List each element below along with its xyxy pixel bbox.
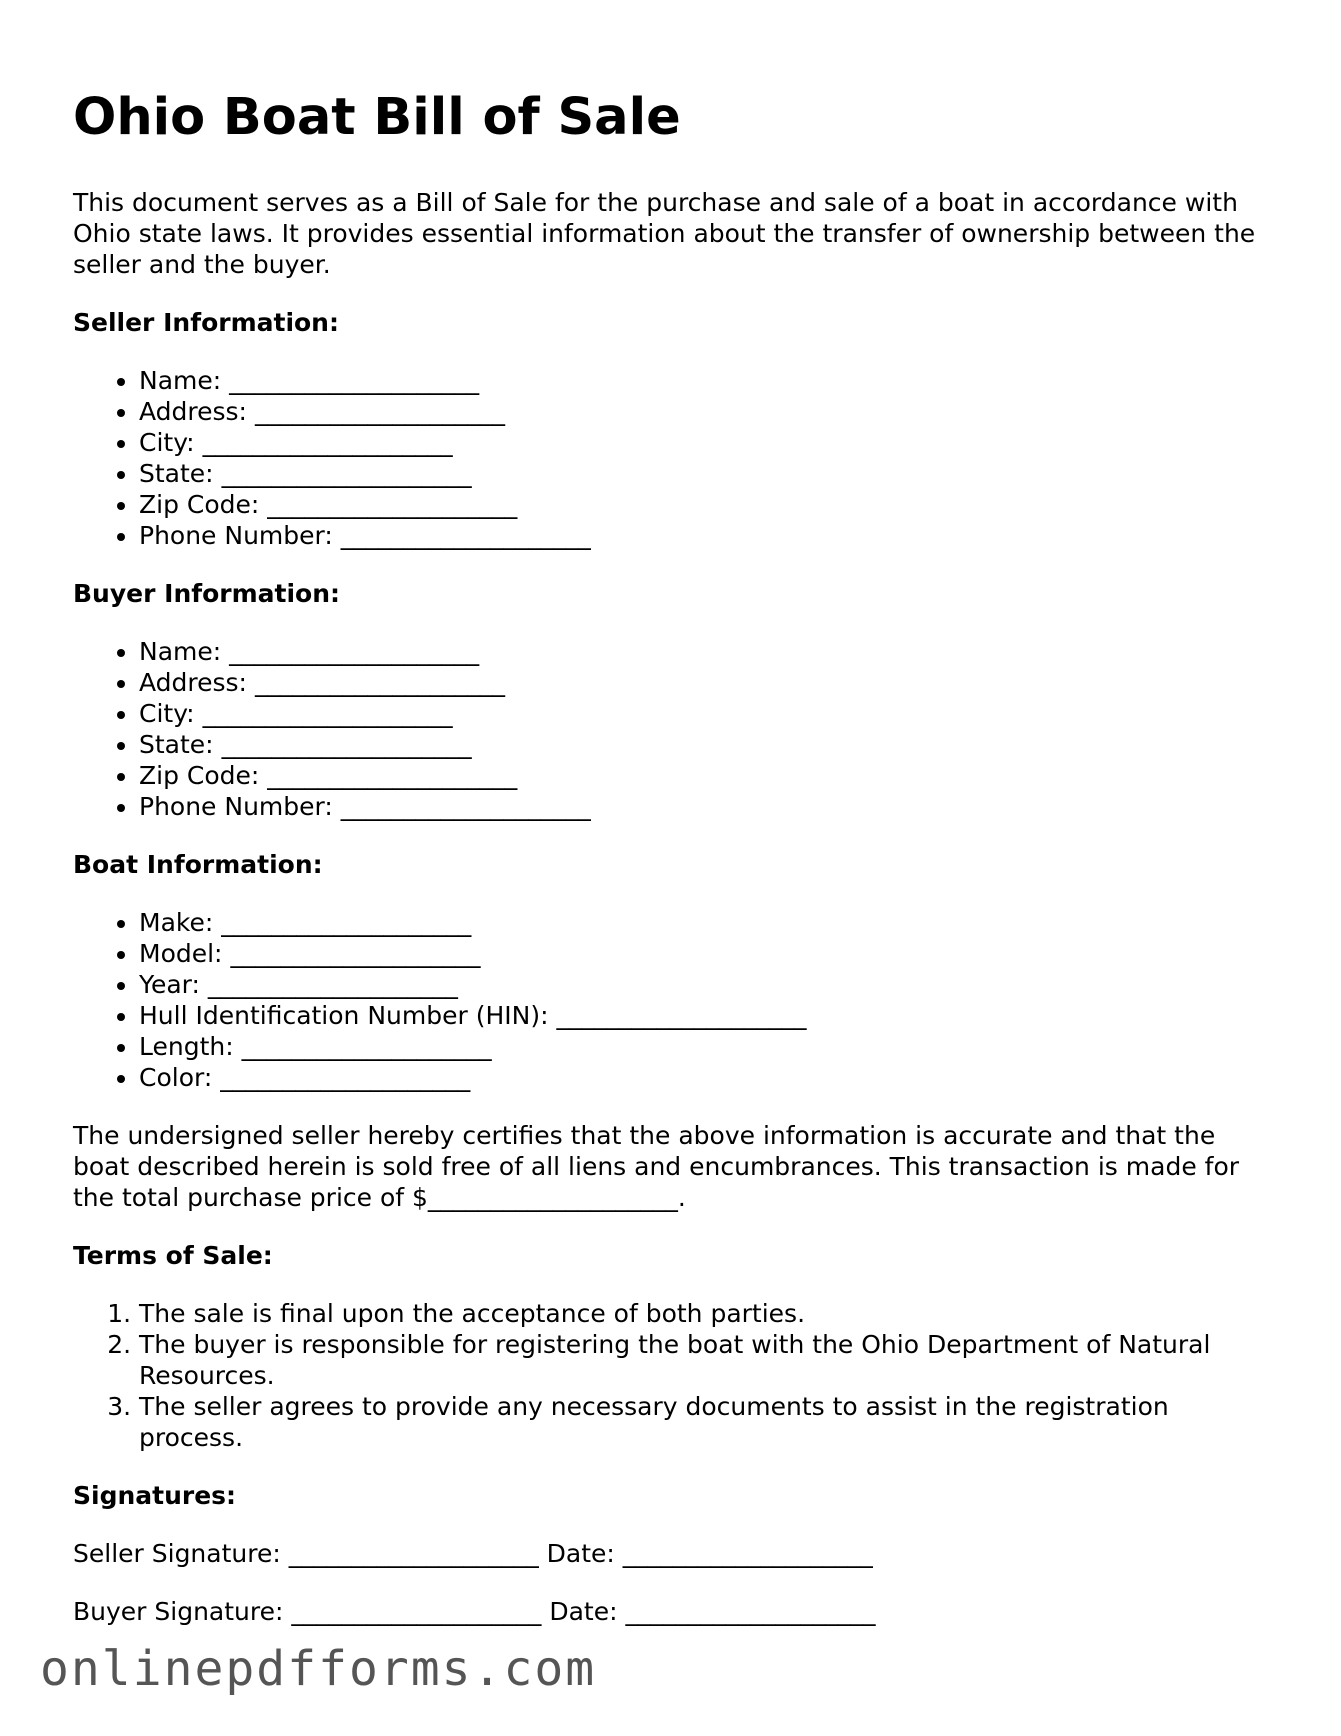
terms-list — [73, 1298, 1273, 1453]
boat-field-year: • Year: ____________________ — [139, 969, 1273, 1000]
document-page — [73, 88, 1273, 1654]
boat-field-hin: • Hull Identification Number (HIN): ____________________ — [139, 1000, 1273, 1031]
blank-line[interactable]: ____________________ — [207, 970, 458, 999]
site-watermark: onlinepdfforms.com — [40, 1641, 597, 1697]
boat-field-make: • Make: ____________________ — [139, 907, 1273, 938]
term-item: 1. The sale is final upon the acceptance of both parties. — [139, 1298, 1273, 1329]
seller-signature-line[interactable]: Seller Signature: ____________________ Date: ____________________ — [73, 1539, 873, 1568]
blank-line[interactable]: ____________________ — [340, 521, 591, 550]
blank-line[interactable]: ____________________ — [202, 699, 453, 728]
blank-line[interactable]: ____________________ — [340, 792, 591, 821]
buyer-heading: Buyer Information: — [73, 579, 341, 608]
seller-field-address: • Address: ____________________ — [139, 396, 1273, 427]
blank-line[interactable]: ____________________ — [220, 1063, 471, 1092]
signatures-heading: Signatures: — [73, 1481, 237, 1510]
blank-line[interactable]: ____________________ — [221, 730, 472, 759]
term-item: 3. The seller agrees to provide any necessary documents to assist in the registration process. — [139, 1391, 1273, 1453]
blank-line[interactable]: ____________________ — [254, 397, 505, 426]
blank-line[interactable]: ____________________ — [556, 1001, 807, 1030]
boat-fields-list — [73, 907, 1273, 1093]
seller-field-name: • Name: ____________________ — [139, 365, 1273, 396]
term-item: 2. The buyer is responsible for registering the boat with the Ohio Department of Natural Resources. — [139, 1329, 1273, 1391]
blank-line[interactable]: ____________________ — [229, 366, 480, 395]
buyer-field-address: • Address: ____________________ — [139, 667, 1273, 698]
blank-line[interactable]: ____________________ — [267, 490, 518, 519]
seller-fields-list — [73, 365, 1273, 551]
intro-paragraph: This document serves as a Bill of Sale for the purchase and sale of a boat in accordance with Ohio state laws. It provides essential information about the transfer of ownership between the seller and the buyer. — [73, 188, 1256, 279]
document-title: Ohio Boat Bill of Sale — [73, 88, 681, 147]
terms-heading: Terms of Sale: — [73, 1241, 273, 1270]
blank-line[interactable]: ____________________ — [241, 1032, 492, 1061]
blank-line[interactable]: ____________________ — [267, 761, 518, 790]
blank-line[interactable]: ____________________ — [254, 668, 505, 697]
buyer-field-state: • State: ____________________ — [139, 729, 1273, 760]
blank-line[interactable]: ____________________ — [221, 459, 472, 488]
boat-heading: Boat Information: — [73, 850, 323, 879]
seller-field-phone: • Phone Number: ____________________ — [139, 520, 1273, 551]
buyer-field-zip: • Zip Code: ____________________ — [139, 760, 1273, 791]
blank-line[interactable]: ____________________ — [202, 428, 453, 457]
seller-heading: Seller Information: — [73, 308, 339, 337]
boat-field-length: • Length: ____________________ — [139, 1031, 1273, 1062]
boat-field-color: • Color: ____________________ — [139, 1062, 1273, 1093]
seller-field-state: • State: ____________________ — [139, 458, 1273, 489]
buyer-field-name: • Name: ____________________ — [139, 636, 1273, 667]
buyer-field-phone: • Phone Number: ____________________ — [139, 791, 1273, 822]
boat-field-model: • Model: ____________________ — [139, 938, 1273, 969]
blank-line[interactable]: ____________________ — [230, 939, 481, 968]
buyer-field-city: • City: ____________________ — [139, 698, 1273, 729]
blank-line[interactable]: ____________________ — [221, 908, 472, 937]
seller-field-city: • City: ____________________ — [139, 427, 1273, 458]
buyer-signature-line[interactable]: Buyer Signature: ____________________ Date: ____________________ — [73, 1597, 876, 1626]
seller-field-zip: • Zip Code: ____________________ — [139, 489, 1273, 520]
certification-paragraph: The undersigned seller hereby certifies that the above information is accurate and that the boat described herein is sold free of all liens and encumbrances. This transaction is made for the total purchase price of $____________________. — [73, 1121, 1240, 1212]
buyer-fields-list — [73, 636, 1273, 822]
blank-line[interactable]: ____________________ — [229, 637, 480, 666]
